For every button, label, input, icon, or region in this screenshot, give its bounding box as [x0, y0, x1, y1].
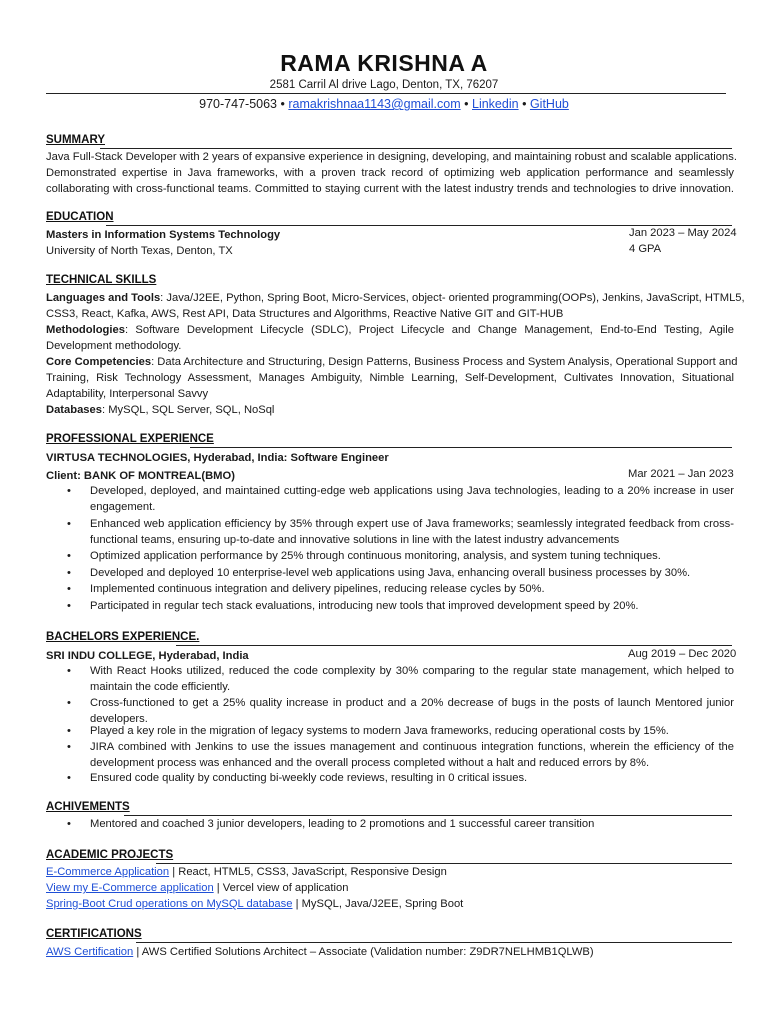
bullet-text: With React Hooks utilized, reduced the code complexity by 30% comparing to the regular state management, which helped to	[90, 665, 734, 677]
bullet-dot: •	[67, 725, 71, 737]
college: SRI INDU COLLEGE, Hyderabad, India	[46, 650, 249, 662]
separator: •	[522, 97, 527, 111]
gpa: 4 GPA	[629, 243, 662, 255]
separator: •	[464, 97, 469, 111]
bullet-dot: •	[67, 600, 71, 612]
bullet-dot: •	[67, 697, 71, 709]
bullet-dot: •	[67, 518, 71, 530]
bullet-text: Optimized application performance by 25% through continuous monitoring, analysis, and system tuning techniques.	[90, 550, 661, 562]
project-item	[46, 864, 734, 880]
project-link[interactable]: Spring-Boot Crud operations on MySQL database	[46, 898, 293, 910]
bullet-text: Developed and deployed 10 enterprise-level web applications using Java, enhancing overall business processes by 30%.	[90, 567, 691, 579]
client: Client: BANK OF MONTREAL(BMO)	[46, 470, 235, 482]
bullet-dot: •	[67, 772, 71, 784]
bullet-text: Implemented continuous integration and delivery pipelines, reducing release cycles by 50%.	[90, 583, 545, 595]
project-tech: | React, HTML5, CSS3, JavaScript, Responsive Design	[169, 866, 447, 878]
company: VIRTUSA TECHNOLOGIES, Hyderabad, India: Software Engineer	[46, 452, 389, 464]
bullet-dot: •	[67, 665, 71, 677]
address: 2581 Carril Al drive Lago, Denton, TX, 76207	[269, 79, 499, 91]
certifications-divider	[136, 942, 732, 943]
bullet-text: functional teams, ensuring up-to-date and innovative solutions in line with the latest industry advancements	[90, 534, 620, 546]
skills-label: Methodologies	[46, 324, 125, 336]
summary-line: Java Full-Stack Developer with 2 years of expansive experience in designing, developing, and maintaining robust and scalable applications.	[46, 151, 737, 163]
certification-text: | AWS Certified Solutions Architect – Associate (Validation number: Z9DR7NELHMB1QLWB)	[133, 946, 594, 958]
summary-line: collaborating with cross-functional teams. Committed to staying current with the latest industry trends and technologies to drive innovation.	[46, 183, 734, 195]
school: University of North Texas, Denton, TX	[46, 245, 233, 257]
skills-line: CSS3, React, Kafka, AWS, Rest API, Data Structures and Algorithms, Reactive Native GIT and GIT-HUB	[46, 308, 564, 320]
degree: Masters in Information Systems Technology	[46, 229, 281, 241]
experience-dates: Mar 2021 – Jan 2023	[628, 468, 734, 480]
bullet-text: engagement.	[90, 501, 156, 513]
skills-heading: TECHNICAL SKILLS	[46, 274, 157, 286]
achievements-divider	[124, 815, 732, 816]
skills-label: Core Competencies	[46, 356, 152, 368]
skills-line: Development methodology.	[46, 340, 182, 352]
project-tech: | MySQL, Java/J2EE, Spring Boot	[292, 898, 464, 910]
education-dates: Jan 2023 – May 2024	[629, 227, 737, 239]
skills-core	[46, 354, 738, 370]
github-link[interactable]: GitHub	[529, 97, 569, 111]
projects-heading: ACADEMIC PROJECTS	[46, 849, 174, 861]
bullet-text: developers.	[90, 713, 148, 725]
contact-line	[0, 97, 768, 111]
summary-line: Demonstrated expertise in Java frameworks, with a proven track record of optimizing web application performance and seamlessly	[46, 167, 734, 179]
skills-line: Training, Risk Technology Assessment, Manages Ambiguity, Nimble Learning, Self-Development, Cultivates Innovation, Situational	[46, 372, 734, 384]
skills-value: : MySQL, SQL Server, SQL, NoSql	[101, 404, 275, 416]
bullet-text: JIRA combined with Jenkins to use the issues management and continuous integration functions, wherein the efficiency of the	[90, 741, 734, 753]
skills-line: Adaptability, Interpersonal Savvy	[46, 388, 209, 400]
linkedin-link[interactable]: Linkedin	[472, 97, 519, 111]
header-divider	[46, 93, 726, 94]
achievements-heading: ACHIVEMENTS	[46, 801, 130, 813]
email-link[interactable]: ramakrishnaa1143@gmail.com	[288, 97, 461, 111]
bullet-text: Ensured code quality by conducting bi-weekly code reviews, resulting in 0 critical issues.	[90, 772, 528, 784]
skills-label: Databases	[46, 404, 102, 416]
bullet-dot: •	[67, 550, 71, 562]
experience-heading: PROFESSIONAL EXPERIENCE	[46, 433, 214, 445]
education-divider	[106, 225, 732, 226]
bullet-text: Participated in regular tech stack evaluations, introducing new tools that improved development speed by 20%.	[90, 600, 639, 612]
skills-methodologies	[46, 322, 734, 338]
bullet-dot: •	[67, 741, 71, 753]
skills-value: : Java/J2EE, Python, Spring Boot, Micro-Services, object- oriented programming(OOPs), Jenkins, JavaScript, HTML5,	[160, 292, 745, 304]
bullet-dot: •	[67, 818, 71, 830]
bullet-text: Developed, deployed, and maintained cutting-edge web applications using Java technologies, leading to a 20% increase in user	[90, 485, 734, 497]
bullet-text: maintain the code efficiently.	[90, 681, 231, 693]
bullet-dot: •	[67, 583, 71, 595]
bullet-dot: •	[67, 485, 71, 497]
bullet-text: Played a key role in the migration of legacy systems to modern Java frameworks, reducing operational costs by 15%.	[90, 725, 669, 737]
phone: 970-747-5063	[199, 97, 278, 111]
bachelors-heading: BACHELORS EXPERIENCE.	[46, 631, 200, 643]
bullet-text: Mentored and coached 3 junior developers, leading to 2 promotions and 1 successful career transition	[90, 818, 595, 830]
separator: •	[280, 97, 285, 111]
skills-value: : Software Development Lifecycle (SDLC), Project Lifecycle and Change Management, End-to-End Testing, Agile	[124, 324, 734, 336]
certification-item	[46, 944, 734, 960]
skills-databases	[46, 402, 734, 418]
bullet-text: Cross-functioned to get a 25% quality increase in product and a 20% decrease of bugs in the posts of launch Mentored junior	[90, 697, 734, 709]
skills-label: Languages and Tools	[46, 292, 161, 304]
experience-divider	[190, 447, 732, 448]
bachelors-divider	[176, 645, 732, 646]
project-link[interactable]: E-Commerce Application	[46, 866, 170, 878]
project-link[interactable]: View my E-Commerce application	[46, 882, 214, 894]
project-tech: | Vercel view of application	[213, 882, 349, 894]
certifications-heading: CERTIFICATIONS	[46, 928, 142, 940]
bullet-dot: •	[67, 567, 71, 579]
project-item	[46, 880, 734, 896]
summary-heading: SUMMARY	[46, 134, 105, 146]
skills-languages	[46, 290, 745, 306]
bachelors-dates: Aug 2019 – Dec 2020	[628, 648, 737, 660]
skills-value: : Data Architecture and Structuring, Design Patterns, Business Process and System Analysis, Operational Support and	[151, 356, 738, 368]
candidate-name: RAMA KRISHNA A	[280, 50, 488, 76]
project-item	[46, 896, 734, 912]
education-heading: EDUCATION	[46, 211, 114, 223]
bullet-text: development process was enhanced and the overall process completed without a halt and reduced errors by 8%.	[90, 757, 650, 769]
certification-link[interactable]: AWS Certification	[46, 946, 134, 958]
bullet-text: Enhanced web application efficiency by 35% through expert use of Java frameworks; seamlessly integrated feedback from cross-	[90, 518, 734, 530]
